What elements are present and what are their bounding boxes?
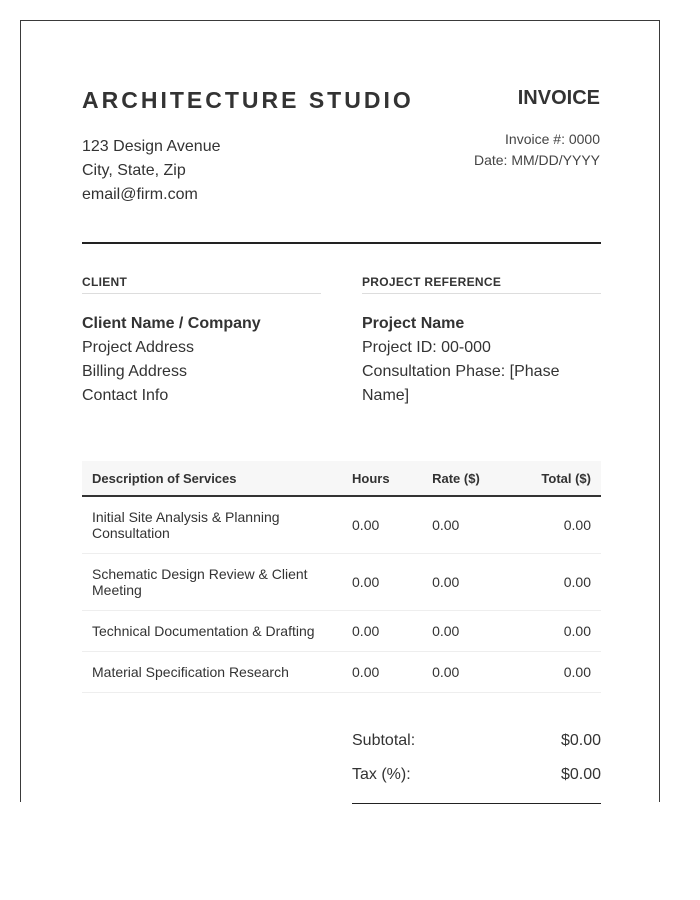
service-total: 0.00 [501,652,601,693]
firm-address [82,135,220,207]
services-table [82,461,601,693]
service-hours: 0.00 [342,554,422,611]
header-total: Total ($) [501,461,601,496]
firm-address-city: City, State, Zip [82,162,186,179]
project-phase: Consultation Phase: [Phase Name] [362,363,560,404]
project-section [362,275,601,408]
services-header-row [82,461,601,496]
tax-label: Tax (%): [352,766,411,783]
service-rate: 0.00 [422,611,501,652]
subtotal-row [352,729,601,763]
table-row [82,652,601,693]
subtotal-label: Subtotal: [352,732,416,749]
invoice-title: INVOICE [517,87,600,109]
service-rate: 0.00 [422,652,501,693]
service-hours: 0.00 [342,652,422,693]
service-total: 0.00 [501,554,601,611]
invoice-meta [474,129,600,171]
invoice-date: Date: MM/DD/YYYY [473,152,600,168]
totals-section [352,729,601,804]
project-heading: PROJECT REFERENCE [362,275,601,294]
tax-row [352,763,601,797]
client-project-address: Project Address [82,339,195,356]
service-description: Initial Site Analysis & Planning Consultation [82,496,342,554]
service-hours: 0.00 [342,611,422,652]
table-row [82,496,601,554]
invoice-page [20,20,660,802]
totals-divider [352,803,601,804]
service-total: 0.00 [501,496,601,554]
header-hours: Hours [342,461,422,496]
client-billing-address: Billing Address [82,363,187,380]
service-description: Material Specification Research [82,652,342,693]
project-name: Project Name [362,315,465,332]
header-description: Description of Services [82,461,342,496]
client-name: Client Name / Company [82,315,261,332]
client-contact-info: Contact Info [82,387,169,404]
invoice-number: Invoice #: 0000 [505,131,600,147]
service-total: 0.00 [501,611,601,652]
firm-address-street: 123 Design Avenue [82,138,221,155]
header-rate: Rate ($) [422,461,501,496]
header-divider [82,242,601,244]
subtotal-value: $0.00 [560,732,601,749]
table-row [82,611,601,652]
firm-name: ARCHITECTURE STUDIO [82,87,414,113]
client-section [82,275,321,408]
service-hours: 0.00 [342,496,422,554]
service-rate: 0.00 [422,554,501,611]
service-description: Schematic Design Review & Client Meeting [82,554,342,611]
project-id: Project ID: 00-000 [362,339,491,356]
client-details [82,312,321,408]
service-description: Technical Documentation & Drafting [82,611,342,652]
project-details [362,312,601,408]
tax-value: $0.00 [560,766,601,783]
table-row [82,554,601,611]
service-rate: 0.00 [422,496,501,554]
firm-address-email: email@firm.com [82,186,198,203]
client-heading: CLIENT [82,275,321,294]
